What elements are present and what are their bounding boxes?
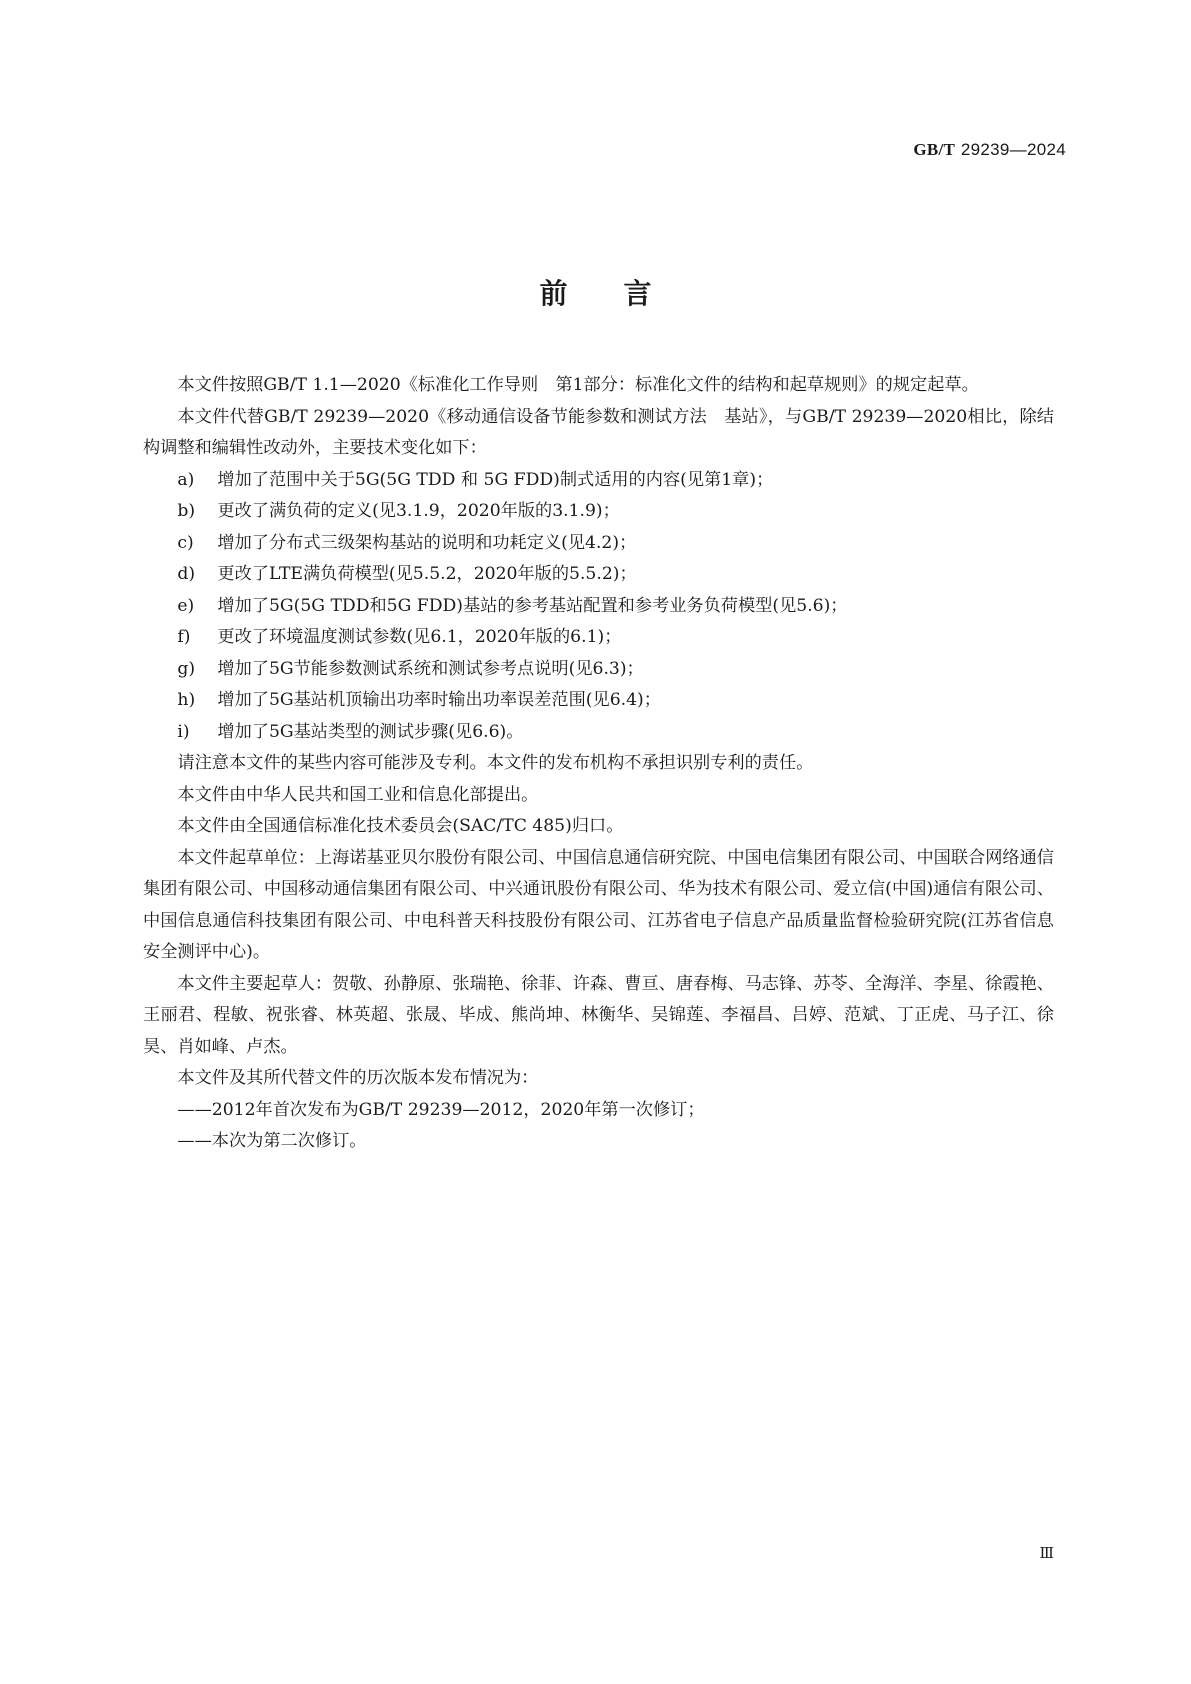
paragraph: 本文件由中华人民共和国工业和信息化部提出。 bbox=[177, 784, 539, 805]
list-text: 增加了5G(5G TDD和5G FDD)基站的参考基站配置和参考业务负荷模型(见5.6)； bbox=[217, 595, 848, 616]
list-text: 更改了满负荷的定义(见3.1.9，2020年版的3.1.9)； bbox=[217, 501, 620, 521]
list-label: h) bbox=[177, 690, 196, 710]
list-item bbox=[143, 591, 1054, 623]
list-label: f) bbox=[177, 627, 191, 647]
list-text: 增加了分布式三级架构基站的说明和功耗定义(见4.2)； bbox=[217, 532, 637, 553]
list-label: d) bbox=[177, 564, 196, 584]
foreword-body bbox=[143, 370, 1054, 1158]
standard-number: 29239—2024 bbox=[960, 140, 1066, 159]
paragraph: 本文件按照GB/T 1.1—2020《标准化工作导则 第1部分：标准化文件的结构和起草规则》的规定起草。 bbox=[177, 375, 979, 395]
list-label: e) bbox=[177, 595, 195, 616]
list-label: i) bbox=[177, 721, 190, 742]
version-history-item: ——本次为第二次修订。 bbox=[177, 1131, 367, 1151]
paragraph: 请注意本文件的某些内容可能涉及专利。本文件的发布机构不承担识别专利的责任。 bbox=[177, 753, 814, 773]
list-item bbox=[143, 685, 1054, 717]
page-number: Ⅲ bbox=[1039, 1544, 1054, 1562]
paragraph: 本文件由全国通信标准化技术委员会(SAC/TC 485)归口。 bbox=[177, 816, 624, 836]
list-label: c) bbox=[177, 532, 194, 553]
change-list bbox=[143, 465, 1054, 749]
list-text: 更改了LTE满负荷模型(见5.5.2，2020年版的5.5.2)； bbox=[217, 564, 637, 584]
list-item bbox=[143, 559, 1054, 591]
page-title bbox=[0, 272, 1191, 312]
list-text: 增加了范围中关于5G(5G TDD 和 5G FDD)制式适用的内容(见第1章)； bbox=[217, 469, 774, 490]
list-label: a) bbox=[177, 469, 195, 490]
list-item bbox=[143, 528, 1054, 560]
list-item bbox=[143, 496, 1054, 528]
list-text: 增加了5G基站机顶输出功率时输出功率误差范围(见6.4)； bbox=[217, 690, 661, 710]
list-item bbox=[143, 717, 1054, 749]
list-label: g) bbox=[177, 658, 196, 679]
list-text: 增加了5G基站类型的测试步骤(见6.6)。 bbox=[217, 721, 524, 742]
paragraph: 本文件起草单位：上海诺基亚贝尔股份有限公司、中国信息通信研究院、中国电信集团有限公司、中国联合网络通信集团有限公司、中国移动通信集团有限公司、中兴通讯股份有限公司、华为技术有限公司、爱立信(中国)通信有限公司、中国信息通信科技集团有限公司、中电科普天科技股份有限公司、江苏省电子信息产品质量监督检验研究院(江苏省信息安全测评中心)。 bbox=[143, 847, 1054, 962]
title-char-2: 言 bbox=[623, 277, 652, 310]
list-item bbox=[143, 465, 1054, 497]
list-item bbox=[143, 622, 1054, 654]
list-label: b) bbox=[177, 501, 196, 521]
paragraph: 本文件主要起草人：贺敬、孙静原、张瑞艳、徐菲、许森、曹亘、唐春梅、马志锋、苏苓、全海洋、李星、徐霞艳、王丽君、程敏、祝张睿、林英超、张晟、毕成、熊尚坤、林衡华、吴锦莲、李福昌、吕婷、范斌、丁正虎、马子江、徐昊、肖如峰、卢杰。 bbox=[143, 973, 1054, 1057]
paragraph: 本文件及其所代替文件的历次版本发布情况为： bbox=[177, 1068, 539, 1088]
list-text: 更改了环境温度测试参数(见6.1，2020年版的6.1)； bbox=[217, 627, 622, 647]
title-char-1: 前 bbox=[539, 277, 568, 310]
list-text: 增加了5G节能参数测试系统和测试参考点说明(见6.3)； bbox=[217, 658, 644, 679]
paragraph: 本文件代替GB/T 29239—2020《移动通信设备节能参数和测试方法 基站》，与GB/T 29239—2020相比，除结构调整和编辑性改动外，主要技术变化如下： bbox=[143, 406, 1054, 458]
doc-header bbox=[913, 140, 1066, 160]
standard-prefix: GB/T bbox=[913, 140, 956, 159]
list-item bbox=[143, 654, 1054, 686]
version-history-item: ——2012年首次发布为GB/T 29239—2012，2020年第一次修订； bbox=[177, 1099, 705, 1120]
